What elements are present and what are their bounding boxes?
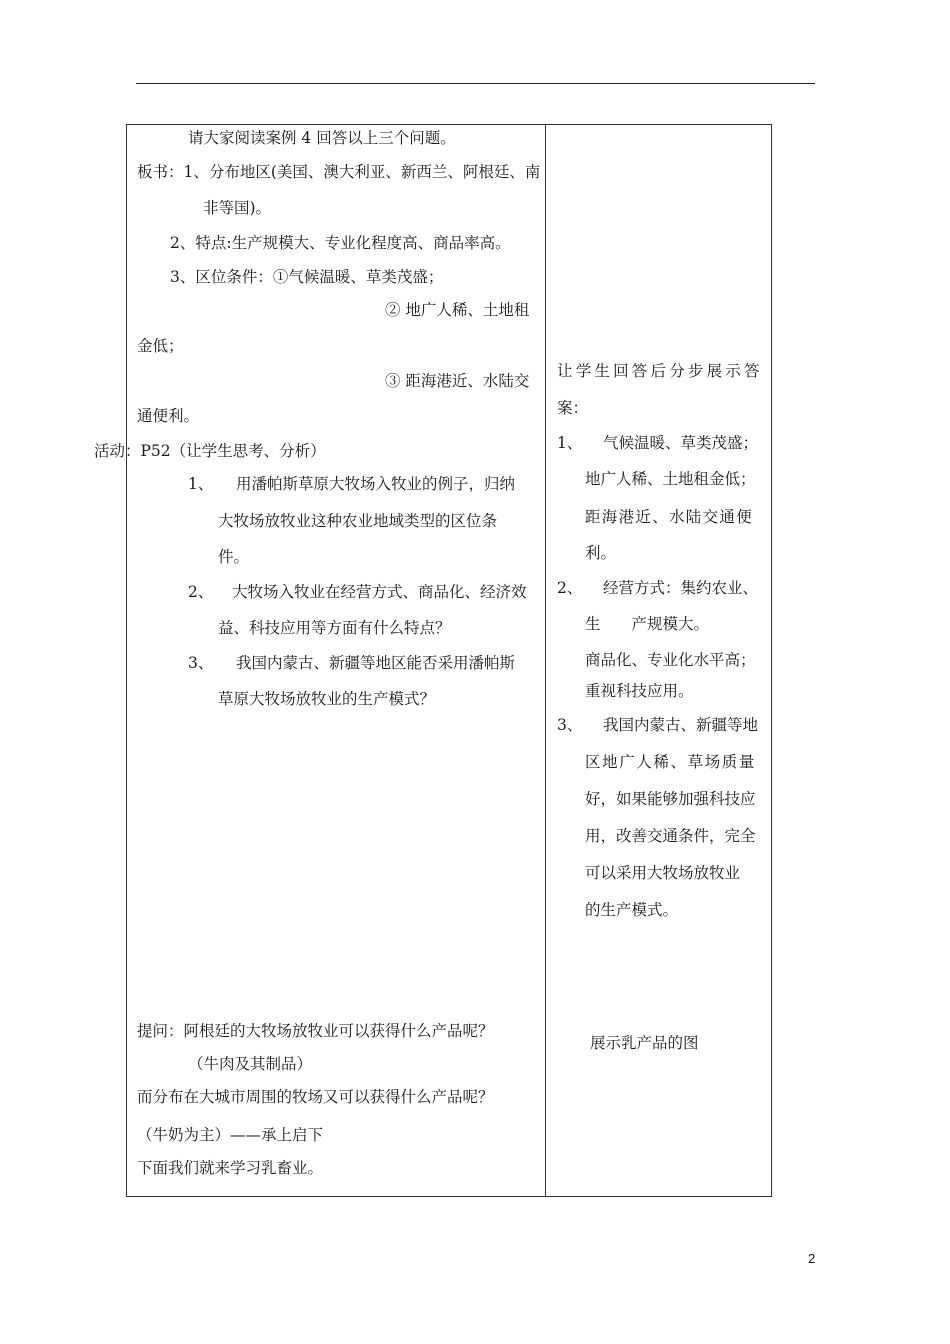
answer-3-line-1: 我国内蒙古、新疆等地 (603, 716, 759, 734)
answer-1-line-1: 气候温暖、草类茂盛； (603, 434, 759, 452)
answer-2-number: 2、 (557, 579, 583, 597)
board-item-1-cont: 非等国)。 (203, 199, 272, 217)
show-products-note: 展示乳产品的图 (590, 1034, 699, 1052)
question-1-number: 1、 (188, 475, 214, 493)
answer-3-line-6: 的生产模式。 (585, 901, 679, 919)
answer-1-number: 1、 (557, 434, 583, 452)
answer-2-line-1: 经营方式：集约农业、 (603, 579, 759, 597)
board-item-3c: ③ 距海港近、水陆交 (385, 372, 530, 390)
board-item-2: 2、特点:生产规模大、专业化程度高、商品率高。 (170, 234, 511, 252)
board-item-1: 板书：1、分布地区(美国、澳大利亚、新西兰、阿根廷、南 (137, 163, 541, 181)
answer-2-line-4: 重视科技应用。 (585, 682, 694, 700)
answer-3-line-5: 可以采用大牧场放牧业 (585, 864, 741, 882)
question-2-line-2: 益、科技应用等方面有什么特点？ (218, 619, 451, 637)
question-2-line-1: 大牧场入牧业在经营方式、商品化、经济效 (232, 583, 527, 601)
board-item-3c-cont: 通便利。 (137, 407, 200, 425)
answer-3-line-2: 区地广人稀、草场质量 (585, 753, 757, 771)
question-1-line-1: 用潘帕斯草原大牧场入牧业的例子，归纳 (236, 475, 516, 493)
board-item-3b-cont: 金低； (137, 337, 184, 355)
question-3-line-1: 我国内蒙古、新疆等地区能否采用潘帕斯 (236, 654, 516, 672)
answer-1-line-2: 地广人稀、土地租金低； (585, 470, 756, 488)
activity-heading: 活动：P52（让学生思考、分析） (94, 442, 326, 460)
question-1-line-3: 件。 (218, 548, 250, 566)
answer-2-line-3: 商品化、专业化水平高； (585, 651, 756, 669)
page-number: 2 (808, 1251, 816, 1266)
answer-3-number: 3、 (557, 716, 583, 734)
answer-intro-cont: 案： (557, 399, 589, 417)
intro-text: 请大家阅读案例 4 回答以上三个问题。 (188, 129, 456, 147)
answer-2-line-2: 生 产规模大。 (585, 615, 710, 633)
ask-question-2: 而分布在大城市周围的牧场又可以获得什么产品呢？ (137, 1088, 494, 1106)
ask-answer: （牛肉及其制品） (188, 1055, 313, 1073)
question-2-number: 2、 (188, 583, 214, 601)
header-rule (136, 83, 815, 84)
answer-1-line-4: 利。 (585, 544, 617, 562)
answer-1-line-3: 距海港近、水陆交通便 (585, 508, 754, 526)
answer-3-line-3: 好，如果能够加强科技应 (585, 790, 756, 808)
answer-intro: 让学生回答后分步展示答 (557, 362, 763, 380)
ask-answer-2: （牛奶为主）——承上启下 (137, 1126, 324, 1144)
board-item-3b: ② 地广人稀、土地租 (385, 301, 530, 319)
ask-question: 提问：阿根廷的大牧场放牧业可以获得什么产品呢？ (137, 1022, 494, 1040)
question-3-number: 3、 (188, 654, 214, 672)
question-3-line-2: 草原大牧场放牧业的生产模式？ (218, 690, 436, 708)
board-item-3: 3、区位条件：①气候温暖、草类茂盛； (170, 268, 444, 286)
question-1-line-2: 大牧场放牧业这种农业地域类型的区位条 (218, 512, 498, 530)
transition-text: 下面我们就来学习乳畜业。 (137, 1159, 324, 1177)
answer-3-line-4: 用，改善交通条件，完全 (585, 827, 756, 845)
column-divider (545, 124, 546, 1197)
